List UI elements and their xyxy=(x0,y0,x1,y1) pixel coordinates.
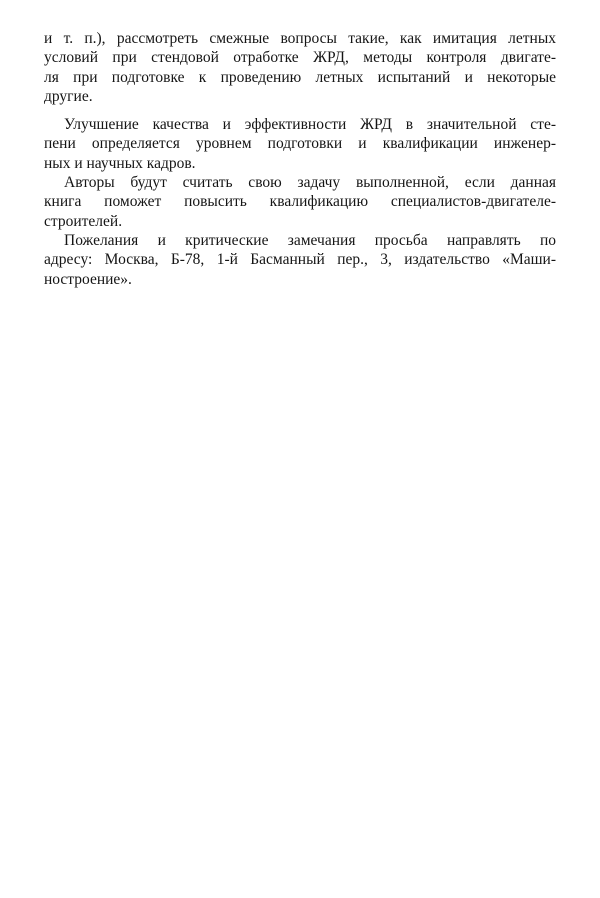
text-line: Улучшение качества и эффективности ЖРД в значительной сте- xyxy=(64,116,556,134)
text-line: другие. xyxy=(44,87,93,105)
text-line: адресу: Москва, Б-78, 1-й Басманный пер., 3, издательство «Маши- xyxy=(44,251,556,269)
text-line: Пожелания и критические замечания просьба направлять по xyxy=(64,231,556,249)
text-line: строителей. xyxy=(44,212,123,230)
text-line: ля при подготовке к проведению летных испытаний и некоторые xyxy=(44,68,556,86)
text-line: ностроение». xyxy=(44,270,132,288)
paragraph-3 xyxy=(44,173,556,231)
body-text xyxy=(44,29,556,289)
text-line: ных и научных кадров. xyxy=(44,154,196,172)
text-line: Авторы будут считать свою задачу выполненной, если данная xyxy=(64,174,556,192)
text-line: пени определяется уровнем подготовки и квалификации инженер- xyxy=(44,135,556,153)
text-line: условий при стендовой отработке ЖРД, методы контроля двигате- xyxy=(44,49,556,67)
text-line: и т. п.), рассмотреть смежные вопросы такие, как имитация летных xyxy=(44,30,556,47)
paragraph-1 xyxy=(44,29,556,106)
text-line: книга поможет повысить квалификацию специалистов-двигателе- xyxy=(44,193,556,211)
paragraph-2 xyxy=(44,115,556,173)
paragraph-4 xyxy=(44,231,556,289)
